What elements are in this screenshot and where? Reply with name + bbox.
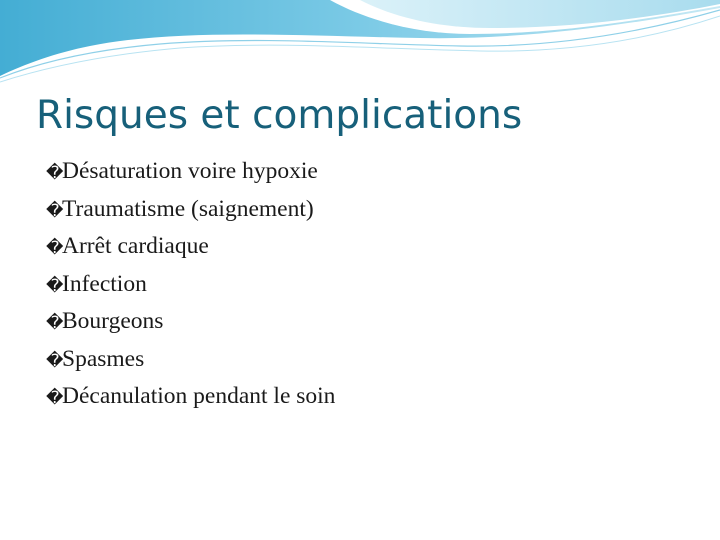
bullet-icon: � — [46, 388, 64, 408]
list-item-text: Arrêt cardiaque — [62, 233, 209, 259]
list-item — [46, 378, 686, 416]
bullet-icon: � — [46, 350, 64, 371]
list-item — [46, 303, 686, 341]
list-item — [46, 228, 686, 266]
list-item-text: Spasmes — [62, 345, 145, 372]
bullet-icon: � — [46, 238, 64, 258]
bullet-icon: � — [46, 163, 64, 183]
list-item-text: Désaturation voire hypoxie — [62, 158, 318, 184]
list-item-text: Décanulation pendant le soin — [62, 383, 336, 409]
bullet-icon: � — [46, 275, 64, 296]
list-item-text: Infection — [62, 270, 147, 297]
bullet-list — [46, 153, 686, 416]
list-item-text: Bourgeons — [62, 308, 164, 334]
list-item-text: Traumatisme (saignement) — [62, 195, 314, 222]
decorative-wave-header — [0, 0, 720, 90]
bullet-icon: � — [46, 313, 64, 333]
slide-title: Risques et complications — [36, 93, 523, 138]
list-item — [46, 266, 686, 304]
list-item — [46, 341, 686, 379]
list-item — [46, 153, 686, 191]
bullet-icon: � — [46, 200, 64, 221]
list-item — [46, 191, 686, 229]
